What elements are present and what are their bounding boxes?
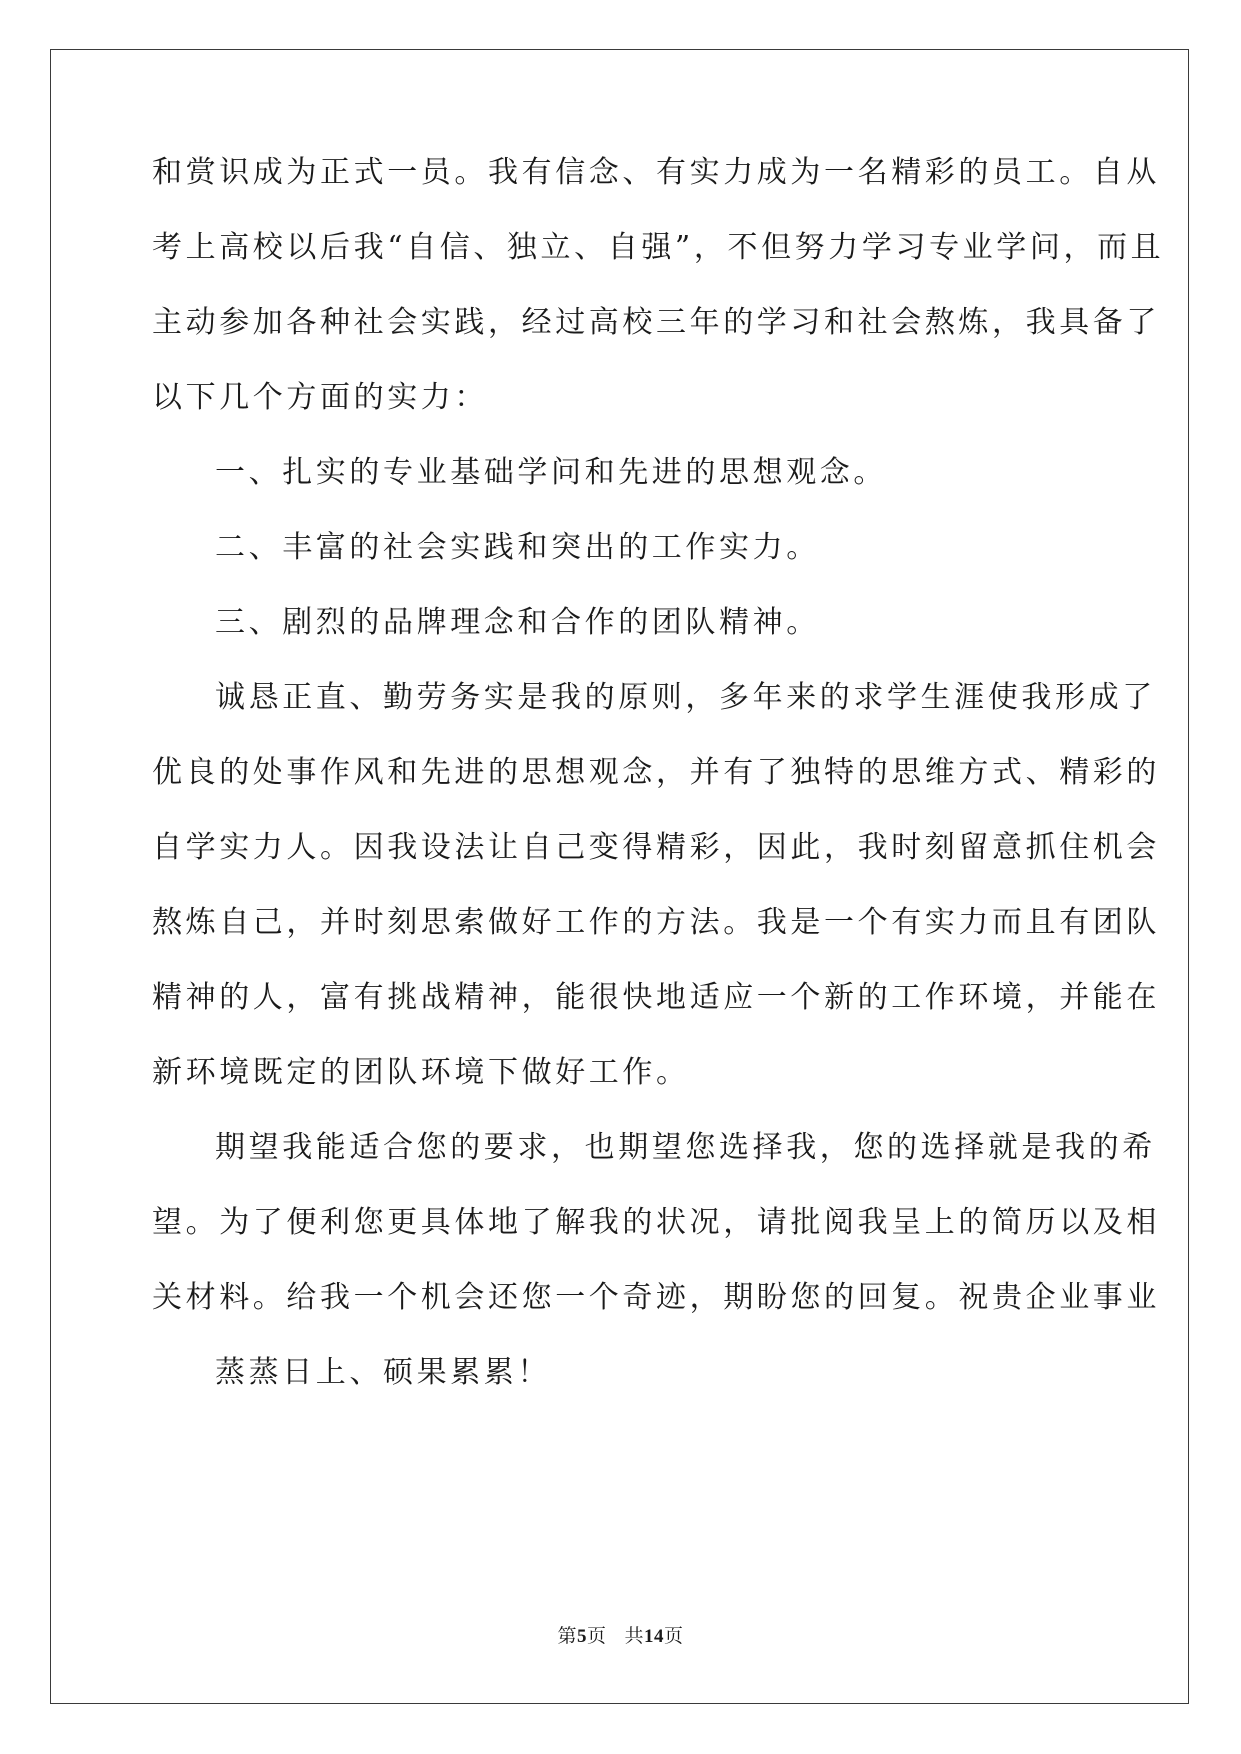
- page-border: [50, 49, 1189, 1704]
- list-item: 二、丰富的社会实践和突出的工作实力。: [215, 530, 820, 565]
- text-line: 考上高校以后我“自信、独立、自强”，不但努力学习专业学问，而且: [152, 230, 1165, 265]
- text-line: 以下几个方面的实力：: [152, 380, 488, 415]
- text-line: 优良的处事作风和先进的思想观念，并有了独特的思维方式、精彩的: [152, 755, 1160, 790]
- page-suffix: 页: [586, 1626, 607, 1647]
- page-current: 5: [576, 1626, 587, 1647]
- text-line: 自学实力人。因我设法让自己变得精彩，因此，我时刻留意抓住机会: [152, 830, 1160, 865]
- text-line: 期望我能适合您的要求，也期望您选择我，您的选择就是我的希: [215, 1130, 1156, 1165]
- page-footer: [0, 1621, 1241, 1648]
- total-suffix: 页: [664, 1626, 684, 1647]
- list-item: 一、扎实的专业基础学问和先进的思想观念。: [215, 455, 887, 490]
- text-line: 关材料。给我一个机会还您一个奇迹，期盼您的回复。祝贵企业事业: [152, 1280, 1160, 1315]
- text-line: 和赏识成为正式一员。我有信念、有实力成为一名精彩的员工。自从: [152, 155, 1160, 190]
- text-line: 望。为了便利您更具体地了解我的状况，请批阅我呈上的简历以及相: [152, 1205, 1160, 1240]
- total-prefix: 共: [624, 1626, 645, 1647]
- page-prefix: 第: [557, 1626, 577, 1647]
- text-line: 熬炼自己，并时刻思索做好工作的方法。我是一个有实力而且有团队: [152, 905, 1160, 940]
- text-line: 诚恳正直、勤劳务实是我的原则，多年来的求学生涯使我形成了: [215, 680, 1156, 715]
- list-item: 三、剧烈的品牌理念和合作的团队精神。: [215, 605, 820, 640]
- text-line: 新环境既定的团队环境下做好工作。: [152, 1055, 690, 1090]
- text-line: 精神的人，富有挑战精神，能很快地适应一个新的工作环境，并能在: [152, 980, 1160, 1015]
- page-total: 14: [644, 1626, 665, 1647]
- text-line: 蒸蒸日上、硕果累累！: [215, 1355, 551, 1390]
- text-line: 主动参加各种社会实践，经过高校三年的学习和社会熬炼，我具备了: [152, 305, 1160, 340]
